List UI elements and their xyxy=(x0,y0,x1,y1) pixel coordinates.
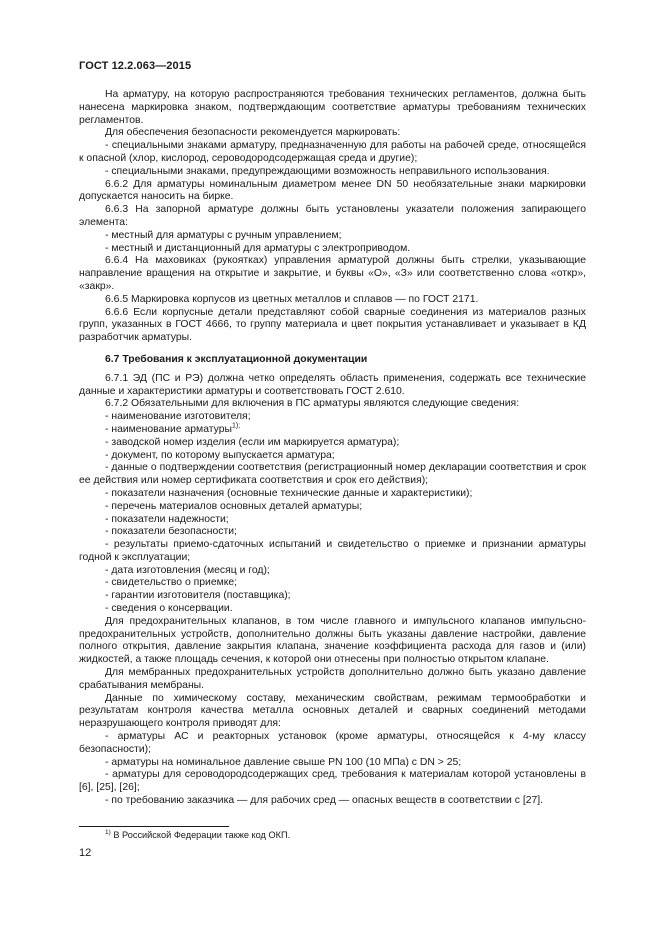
footnote-text: В Российской Федерации также код ОКП. xyxy=(113,830,291,840)
footnote-separator xyxy=(79,826,229,827)
footnote-reference: 1); xyxy=(231,422,241,430)
footnote-mark: 1) xyxy=(105,828,111,836)
paragraph: Для обеспечения безопасности рекомендуется маркировать: xyxy=(105,127,401,139)
list-item: - наименование изготовителя; xyxy=(105,411,251,423)
document-header: ГОСТ 12.2.063—2015 xyxy=(79,60,192,72)
list-item: - показатели надежности; xyxy=(105,513,229,525)
list-item: - дата изготовления (месяц и год); xyxy=(105,564,270,576)
paragraph: 6.6.3 На запорной арматуре должны быть установлены указатели положения запирающего элемента: xyxy=(79,204,586,228)
paragraph: 6.6.5 Маркировка корпусов из цветных металлов и сплавов — по ГОСТ 2171. xyxy=(105,293,479,305)
list-item: - арматуры для сероводородсодержащих сред, требования к материалам которой установлены в [6], [25], [26]; xyxy=(79,769,586,794)
paragraph: 6.7.1 ЭД (ПС и РЭ) должна четко определять область применения, содержать все технические данные и характеристики арматуры и соответствовать ГОСТ 2.610. xyxy=(79,372,586,397)
page-number: 12 xyxy=(79,847,92,859)
list-item: - специальными знаками арматуру, предназначенную для работы на рабочей среде, относящейся к опасной (хлор, кислород, сероводородсодержащая среда и другие); xyxy=(79,140,586,164)
list-item: - специальными знаками, предупреждающими возможность неправильного использования. xyxy=(105,165,550,177)
section-title: 6.7 Требования к эксплуатационной документации xyxy=(105,353,368,365)
list-item: - местный для арматуры с ручным управлением; xyxy=(105,229,342,241)
paragraph: 6.6.2 Для арматуры номинальным диаметром менее DN 50 необязательные знаки маркировки допускается наносить на бирке. xyxy=(79,178,586,203)
list-item: - показатели назначения (основные технические данные и характеристики); xyxy=(105,487,473,499)
paragraph: На арматуру, на которую распространяются требования технических регламентов, должна быть нанесена маркировка знаком, подтверждающим соответствие арматуры требованиям технических регламентов. xyxy=(79,89,586,126)
list-item-text: - наименование арматуры xyxy=(105,423,232,435)
page-body xyxy=(79,89,586,808)
paragraph: 6.6.6 Если корпусные детали представляют собой сварные соединения из материалов разных групп, указанных в ГОСТ 4666, то группу материала и цвет покрытия устанавливает и указывает в КД разработчик арматуры. xyxy=(79,306,586,344)
paragraph: Для предохранительных клапанов, в том числе главного и импульсного клапанов импульсно-предохранительных устройств, дополнительно должны быть указаны давление настройки, давление полного открытия, давление закрытия клапана, значение коэффициента расхода для газов и (или) жидкостей, а также площадь сечения, к которой они отнесены при полностью открытом клапане. xyxy=(79,615,586,666)
paragraph: 6.7.2 Обязательными для включения в ПС арматуры являются следующие сведения: xyxy=(105,398,520,410)
list-item: - свидетельство о приемке; xyxy=(105,577,238,589)
paragraph: Для мембранных предохранительных устройств дополнительно должно быть указано давление срабатывания мембраны. xyxy=(79,667,586,691)
list-item: - по требованию заказчика — для рабочих сред — опасных веществ в соответствии с [27]. xyxy=(105,795,544,807)
list-item: - местный и дистанционный для арматуры с электроприводом. xyxy=(105,242,411,254)
list-item: - данные о подтверждении соответствия (регистрационный номер декларации соответствия и срок ее действия или номер сертификата соответствия и срок его действия); xyxy=(79,462,586,487)
footnote xyxy=(105,830,290,840)
list-item: - заводской номер изделия (если им маркируется арматура); xyxy=(105,436,400,448)
list-item xyxy=(79,424,586,437)
paragraph: 6.6.4 На маховиках (рукоятках) управления арматурой должны быть стрелки, указывающие направление вращения на открытие и закрытие, и буквы «О», «З» или соответственно слова «откр», «закр». xyxy=(79,255,586,292)
list-item: - гарантии изготовителя (поставщика); xyxy=(105,590,291,602)
list-item: - сведения о консервации. xyxy=(105,603,233,615)
paragraph: Данные по химическому составу, механическим свойствам, режимам термообработки и результатам контроля качества металла основных деталей и сварных соединений методами неразрушающего контроля приводят для: xyxy=(79,692,586,730)
list-item: - документ, по которому выпускается арматура; xyxy=(105,449,335,461)
list-item: - показатели безопасности; xyxy=(105,526,237,538)
list-item: - арматуры на номинальное давление свыше PN 100 (10 МПа) с DN > 25; xyxy=(105,756,462,768)
list-item: - результаты приемо-сдаточных испытаний и свидетельство о приемке и признании арматуры годной к эксплуатации; xyxy=(79,539,586,563)
list-item: - перечень материалов основных деталей арматуры; xyxy=(105,500,363,512)
list-item: - арматуры АС и реакторных установок (кроме арматуры, относящейся к 4-му классу безопасности); xyxy=(79,731,586,755)
